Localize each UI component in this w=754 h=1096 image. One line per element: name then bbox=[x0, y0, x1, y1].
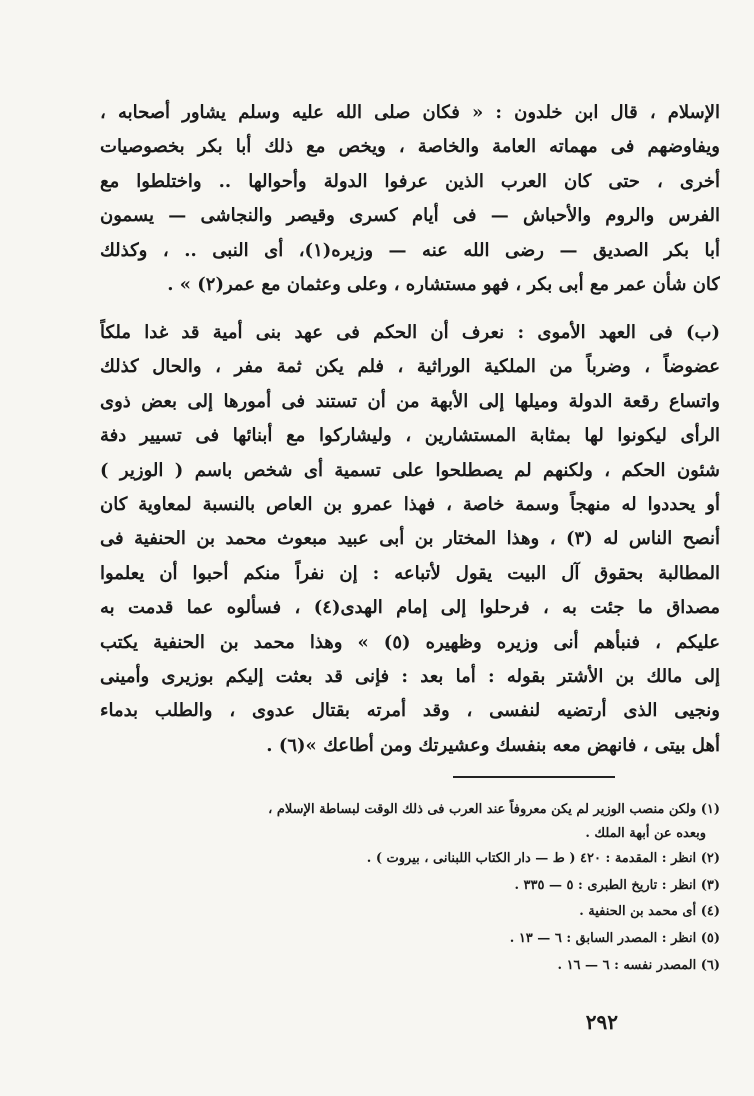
text-line: أخرى ، حتى كان العرب الذين عرفوا الدولة وأحوالها .. واختلطوا مع bbox=[100, 170, 720, 192]
footnote-divider bbox=[453, 776, 615, 778]
paragraph-umayyad bbox=[100, 316, 720, 763]
text-line: عضوضاً ، وضرباً من الملكية الوراثية ، فلم يكن ثمة مفر ، والحال كذلك bbox=[100, 356, 720, 378]
footnote: (٦) المصدر نفسه : ٦ — ١٦ . bbox=[557, 957, 720, 973]
text-line: واتساع رقعة الدولة وميلها إلى الأبهة من أن تستند فى أمورها إلى بعض ذوى bbox=[100, 390, 720, 412]
footnote: (١) ولكن منصب الوزير لم يكن معروفاً عند العرب فى ذلك الوقت لبساطة الإسلام ، bbox=[268, 802, 720, 817]
text-line bbox=[100, 316, 720, 350]
text-line: ونجيى الذى أرتضيه لنفسى ، وقد أمرته بقتال عدوى ، والطلب بدماء bbox=[100, 700, 720, 722]
text-line: مصداق ما جئت به ، فرحلوا إلى إمام الهدى(٤) ، فسألوه عما قدمت به bbox=[100, 597, 720, 619]
text-line: إلى مالك بن الأشتر بقوله : أما بعد : فإنى قد بعثت إليكم بوزيرى وأمينى bbox=[100, 665, 720, 687]
footnote: (٤) أى محمد بن الحنفية . bbox=[579, 904, 720, 920]
footnotes bbox=[100, 797, 720, 980]
text-line: الإسلام ، قال ابن خلدون : « فكان صلى الله عليه وسلم يشاور أصحابه ، bbox=[100, 102, 720, 123]
section-heading: (ب) فى العهد الأموى : bbox=[517, 322, 720, 343]
text-line: المطالبة بحقوق آل البيت يقول لأتباعه : إن نفراً منكم أحبوا أن يعلموا bbox=[100, 562, 720, 584]
footnote: (٥) انظر : المصدر السابق : ٦ — ١٣ . bbox=[509, 931, 720, 947]
paragraph-caliphate bbox=[100, 96, 720, 302]
text-line: عليكم ، فنبأهم أنى وزيره وظهيره (٥) » وهذا محمد بن الحنفية يكتب bbox=[100, 631, 720, 653]
text-line: أنصح الناس له (٣) ، وهذا المختار بن أبى عبيد مبعوث محمد بن الحنفية فى bbox=[100, 528, 720, 550]
text-line: الفرس والروم والأحباش — فى أيام كسرى وقيصر والنجاشى — يسمون bbox=[100, 205, 720, 227]
text-line: كان شأن عمر مع أبى بكر ، فهو مستشاره ، وعلى وعثمان مع عمر(٢) » . bbox=[167, 273, 720, 295]
page-number: ٢٩٢ bbox=[585, 1010, 618, 1034]
footnote: (٣) انظر : تاريخ الطبرى : ٥ — ٣٣٥ . bbox=[514, 877, 720, 893]
text-line: ويفاوضهم فى مهماته العامة والخاصة ، ويخص مع ذلك أبا بكر بخصوصيات bbox=[100, 136, 720, 158]
text-line: أو يحددوا له منهجاً وسمة خاصة ، فهذا عمرو بن العاص بالنسبة لمعاوية كان bbox=[100, 493, 720, 515]
text-line: أبا بكر الصديق — رضى الله عنه — وزيره(١)، أى النبى .. ، وكذلك bbox=[100, 239, 720, 261]
footnote-continuation: وبعده عن أبهة الملك . bbox=[585, 825, 706, 841]
text-line: أهل بيتى ، فانهض معه بنفسك وعشيرتك ومن أطاعك »(٦) . bbox=[266, 734, 720, 756]
text-line: الرأى ليكونوا لها بمثابة المستشارين ، وليشاركوا مع أبنائها فى تسيير دفة bbox=[100, 425, 720, 447]
heading-line-text: نعرف أن الحكم فى عهد بنى أمية قد غدا ملكاً bbox=[100, 322, 505, 343]
text-line: شئون الحكم ، ولكنهم لم يصطلحوا على تسمية أى شخص باسم ( الوزير ) bbox=[100, 459, 720, 481]
footnote: (٢) انظر : المقدمة : ٤٢٠ ( ط — دار الكتاب اللبنانى ، بيروت ) . bbox=[366, 850, 720, 866]
